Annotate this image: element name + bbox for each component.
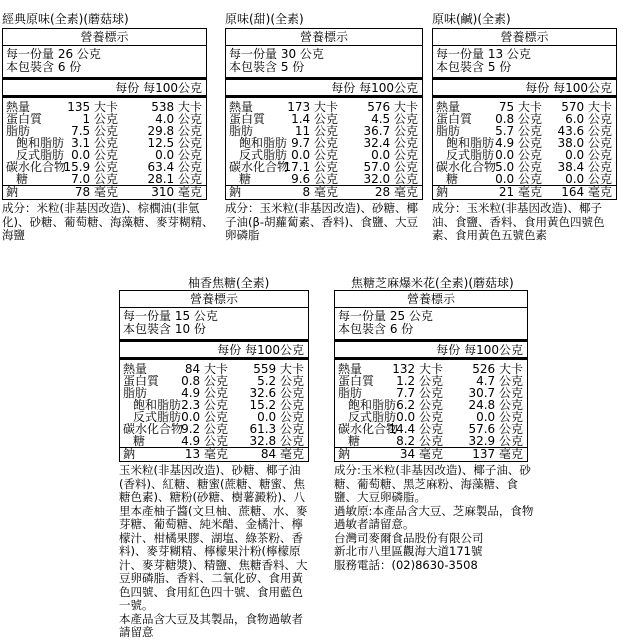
product-title: 柚香焦糖(全素) [188,276,270,290]
per-100g-value: 5.2 公克 [257,374,304,388]
per-serving-value: 2.3 公克 [181,398,228,412]
per-serving-value: 75 大卡 [498,100,542,114]
per-100g-value: 0.0 公克 [155,148,202,162]
servings-per-package: 本包裝含 5 份 [229,60,305,74]
nutrient-name: 脂肪 [229,124,254,138]
ingredients-text [119,464,314,640]
product-title: 經典原味(全素)(蘑菇球) [2,12,129,26]
servings-per-package: 本包裝含 6 份 [338,322,414,336]
per-100g-value: 570 大卡 [561,100,612,114]
serving-info [433,46,616,80]
per-100g-value: 15.2 公克 [249,398,304,412]
per-100g-value: 310 毫克 [151,185,202,199]
per-100g-value: 0.0 公克 [565,148,612,162]
per-100g-value: 28.1 公克 [147,172,202,186]
nutrient-name: 脂肪 [6,124,31,138]
serving-size: 每一份量 13 公克 [436,47,531,61]
nutrient-name: 鈉 [436,185,449,199]
per-100g-value: 0.0 公克 [371,148,418,162]
per-serving-value: 9.6 公克 [291,172,338,186]
per-100g-value: 12.5 公克 [147,136,202,150]
ingredients-text [432,202,617,243]
ingredients-line: 成分：米粒(非基因改造)、棕櫚油(非氫化)、砂糖、葡萄糖、海藻糖、麥芽糊精、海鹽 [2,201,214,242]
per-serving-value: 7.7 公克 [396,386,443,400]
nutrient-name: 蛋白質 [436,112,473,126]
ingredients-line: 成分：玉米粒(非基因改造)、砂糖、椰子油(β-胡蘿蔔素、香料)、食鹽、大豆卵磷脂 [225,201,418,242]
per-serving-value: 7.0 公克 [71,172,118,186]
per-100g-value: 32.4 公克 [363,136,418,150]
ingredients-line: 台灣司麥爾食品股份有限公司 [334,530,484,545]
per-serving-value: 11 公克 [294,124,338,138]
nutrient-name: 熱量 [123,362,148,376]
nutrient-name: 碳水化合物 [123,422,184,436]
nutrient-name: 反式脂肪 [446,148,495,162]
per-100g-value: 137 毫克 [472,447,523,461]
nutrient-name: 鈉 [229,185,242,199]
ingredients-line: 本產品含大豆及其製品，食物過敏者請留意 [119,611,303,639]
nutrient-name: 飽和脂肪 [446,136,495,150]
nutrient-name: 反式脂肪 [348,410,397,424]
per-serving-value: 34 毫克 [399,447,443,461]
nutrient-name: 蛋白質 [123,374,160,388]
serving-size: 每一份量 26 公克 [6,47,101,61]
per-100g-value: 84 毫克 [260,447,304,461]
nutrient-name: 飽和脂肪 [348,398,397,412]
per-serving-value: 0.8 公克 [181,374,228,388]
nutrient-rows [433,98,616,199]
serving-size: 每一份量 30 公克 [229,47,324,61]
nutrient-name: 碳水化合物 [338,422,399,436]
nutrition-header: 營養標示 [335,291,527,308]
per-100g-value: 32.0 公克 [363,172,418,186]
column-headers: 每份 每100公克 [226,80,422,98]
per-100g-value: 57.0 公克 [363,160,418,174]
per-serving-value: 78 毫克 [74,185,118,199]
nutrient-name: 飽和脂肪 [133,398,182,412]
per-serving-value: 0.0 公克 [71,148,118,162]
per-100g-value: 57.6 公克 [468,422,523,436]
nutrition-header: 營養標示 [433,29,616,46]
servings-per-package: 本包裝含 5 份 [436,60,512,74]
ingredients-line: 過敏原:本產品含大豆、芝麻製品，食物過敏者請留意。 [334,503,534,531]
per-100g-value: 29.8 公克 [147,124,202,138]
nutrient-name: 脂肪 [436,124,461,138]
per-serving-value: 6.2 公克 [396,398,443,412]
nutrient-name: 反式脂肪 [16,148,65,162]
per-100g-value: 63.4 公克 [147,160,202,174]
nutrition-facts-panel [225,28,423,200]
per-serving-value: 5.7 公克 [495,124,542,138]
per-100g-value: 38.4 公克 [557,160,612,174]
nutrient-row [226,173,422,185]
nutrient-row [335,435,527,447]
nutrition-facts-panel [119,290,309,462]
nutrition-facts-panel [432,28,617,200]
serving-info [335,308,527,342]
per-100g-value: 0.0 公克 [257,410,304,424]
per-serving-value: 132 大卡 [392,362,443,376]
per-serving-value: 14.4 公克 [388,422,443,436]
per-serving-value: 84 大卡 [184,362,228,376]
serving-info [120,308,308,342]
serving-info [226,46,422,80]
per-serving-value: 0.0 公克 [495,172,542,186]
per-100g-value: 6.0 公克 [565,112,612,126]
nutrient-row [3,185,206,198]
nutrient-name: 反式脂肪 [239,148,288,162]
per-serving-value: 9.2 公克 [181,422,228,436]
per-serving-value: 15.9 公克 [63,160,118,174]
nutrient-name: 糖 [348,434,361,448]
per-100g-value: 4.5 公克 [371,112,418,126]
per-100g-value: 43.6 公克 [557,124,612,138]
column-headers: 每份 每100公克 [3,80,206,98]
per-100g-value: 61.3 公克 [249,422,304,436]
nutrient-name: 鈉 [6,185,19,199]
per-100g-value: 0.0 公克 [565,172,612,186]
servings-per-package: 本包裝含 6 份 [6,60,82,74]
nutrient-rows [335,360,527,461]
per-serving-value: 8.2 公克 [396,434,443,448]
nutrient-name: 熱量 [229,100,254,114]
per-100g-value: 4.7 公克 [476,374,523,388]
per-100g-value: 32.8 公克 [249,434,304,448]
per-serving-value: 21 毫克 [498,185,542,199]
nutrient-name: 熱量 [6,100,31,114]
ingredients-line: 服務電話：(02)8630-3508 [334,557,478,572]
nutrient-name: 熱量 [436,100,461,114]
nutrient-name: 蛋白質 [229,112,266,126]
serving-info [3,46,206,80]
nutrient-name: 糖 [239,172,252,186]
nutrient-name: 熱量 [338,362,363,376]
per-100g-value: 30.7 公克 [468,386,523,400]
column-headers: 每份 每100公克 [120,342,308,360]
per-100g-value: 576 大卡 [367,100,418,114]
product-title: 原味(鹹)(全素) [432,12,511,26]
nutrient-row [3,173,206,185]
nutrition-header: 營養標示 [226,29,422,46]
ingredients-text [2,202,217,243]
per-serving-value: 173 大卡 [287,100,338,114]
nutrition-header: 營養標示 [120,291,308,308]
nutrient-row [335,447,527,460]
per-serving-value: 0.0 公克 [396,410,443,424]
product-title: 焦糖芝麻爆米花(全素)(蘑菇球) [351,276,514,290]
per-serving-value: 1.2 公克 [396,374,443,388]
nutrition-facts-panel [334,290,528,462]
nutrient-name: 碳水化合物 [6,160,67,174]
per-serving-value: 1.4 公克 [291,112,338,126]
product-title: 原味(甜)(全素) [225,12,304,26]
nutrient-name: 脂肪 [123,386,148,400]
nutrient-row [433,185,616,198]
per-serving-value: 17.1 公克 [283,160,338,174]
nutrition-facts-panel [2,28,207,200]
ingredients-line: 玉米粒(非基因改造)、砂糖、椰子油(香料)、紅糖、糖蜜(蔗糖、糖蜜、焦糖色素)、糖粉(砂糖、樹薯澱粉)、八里本產柚子醬(文旦柚、蔗糖、水、麥芽糖、葡萄糖、純米醋、金橘汁、檸檬汁、柑橘果膠、湖塩、綠茶粉、香料)、麥芽糊精、檸檬果汁粉(檸檬原汁、麥芽糖漿)、精鹽、焦糖香料、大豆卵磷脂、香料、二氧化矽、食用黃色四號、食用紅色四十號、食用藍色一號。 [119,463,308,612]
ingredients-line: 成分：玉米粒(非基因改造)、椰子油、食鹽、香料、食用黃色四號色素、食用黃色五號色素 [432,201,605,242]
nutrient-name: 糖 [16,172,29,186]
per-100g-value: 559 大卡 [253,362,304,376]
per-serving-value: 1 公克 [82,112,118,126]
nutrient-rows [3,98,206,199]
nutrient-row [120,435,308,447]
nutrition-header: 營養標示 [3,29,206,46]
per-serving-value: 135 大卡 [67,100,118,114]
nutrient-name: 飽和脂肪 [16,136,65,150]
nutrient-name: 蛋白質 [6,112,43,126]
nutrient-rows [226,98,422,199]
ingredients-text [334,464,539,572]
per-100g-value: 4.0 公克 [155,112,202,126]
nutrient-name: 飽和脂肪 [239,136,288,150]
per-serving-value: 0.0 公克 [495,148,542,162]
per-serving-value: 4.9 公克 [181,434,228,448]
ingredients-line: 新北市八里區觀海大道171號 [334,544,483,558]
per-serving-value: 0.8 公克 [495,112,542,126]
nutrient-name: 鈉 [123,447,136,461]
per-100g-value: 526 大卡 [472,362,523,376]
per-100g-value: 36.7 公克 [363,124,418,138]
nutrient-row [120,447,308,460]
per-serving-value: 5.0 公克 [495,160,542,174]
per-serving-value: 0.0 公克 [181,410,228,424]
nutrient-name: 碳水化合物 [229,160,290,174]
per-100g-value: 538 大卡 [151,100,202,114]
servings-per-package: 本包裝含 10 份 [123,322,206,336]
per-100g-value: 164 毫克 [561,185,612,199]
serving-size: 每一份量 25 公克 [338,309,433,323]
per-100g-value: 28 毫克 [374,185,418,199]
per-serving-value: 13 毫克 [184,447,228,461]
per-serving-value: 7.5 公克 [71,124,118,138]
per-serving-value: 4.9 公克 [495,136,542,150]
nutrient-name: 脂肪 [338,386,363,400]
ingredients-text [225,202,423,243]
per-100g-value: 32.6 公克 [249,386,304,400]
serving-size: 每一份量 15 公克 [123,309,218,323]
per-100g-value: 24.8 公克 [468,398,523,412]
per-100g-value: 32.9 公克 [468,434,523,448]
nutrient-row [433,173,616,185]
nutrient-name: 糖 [133,434,146,448]
per-100g-value: 38.0 公克 [557,136,612,150]
nutrient-rows [120,360,308,461]
per-100g-value: 0.0 公克 [476,410,523,424]
nutrient-name: 鈉 [338,447,351,461]
per-serving-value: 4.9 公克 [181,386,228,400]
column-headers: 每份 每100公克 [335,342,527,360]
per-serving-value: 3.1 公克 [71,136,118,150]
per-serving-value: 8 毫克 [302,185,338,199]
ingredients-line: 成分:玉米粒(非基因改造)、椰子油、砂糖、葡萄糖、黑芝麻粉、海藻糖、食鹽、大豆卵磷脂。 [334,463,531,504]
nutrient-name: 反式脂肪 [133,410,182,424]
nutrient-row [226,185,422,198]
nutrient-name: 碳水化合物 [436,160,497,174]
nutrient-name: 糖 [446,172,459,186]
column-headers: 每份 每100公克 [433,80,616,98]
nutrient-name: 蛋白質 [338,374,375,388]
per-serving-value: 0.0 公克 [291,148,338,162]
per-serving-value: 9.7 公克 [291,136,338,150]
